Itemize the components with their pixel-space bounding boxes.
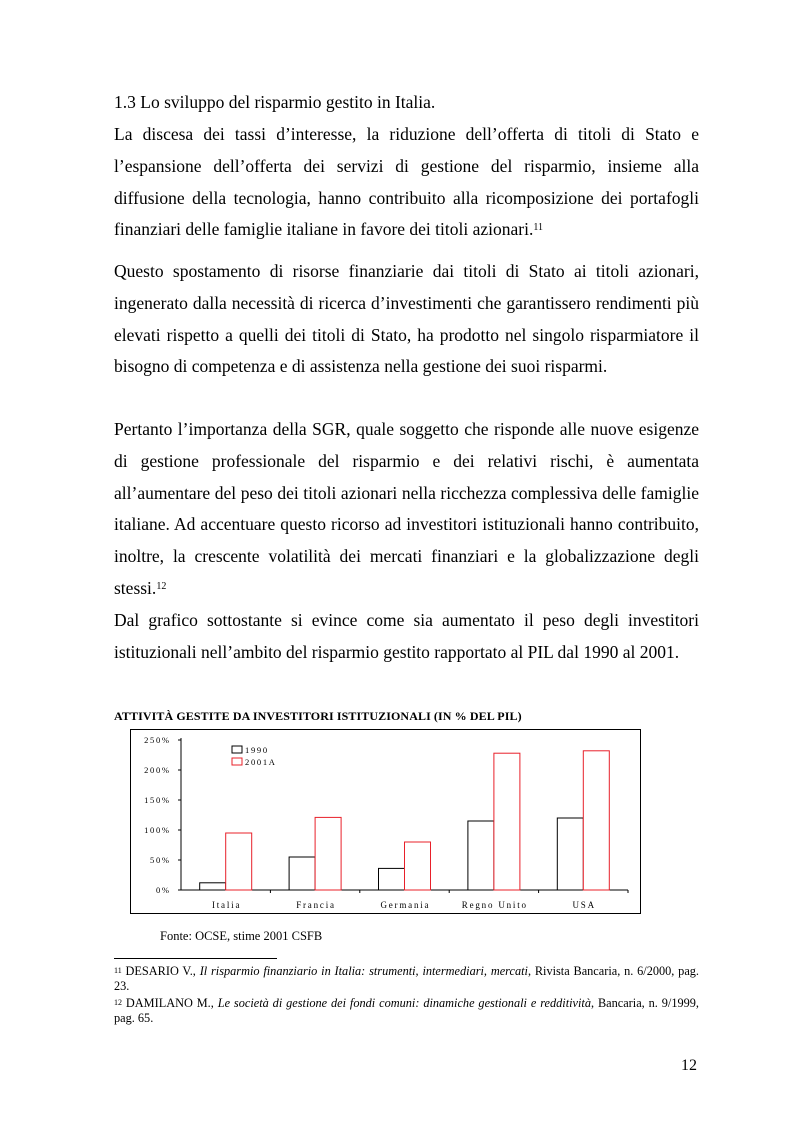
footnote-12-title: Le società di gestione dei fondi comuni: dinamiche gestionali e redditività: [217, 996, 591, 1010]
footnote-ref-12[interactable]: 12: [156, 580, 167, 592]
bar-2001A-USA: [583, 751, 609, 890]
x-tick-label: R e g n o U n i t o: [461, 900, 527, 910]
x-tick-label: G e r m a n i a: [380, 900, 429, 910]
x-tick-label: F r a n c i a: [296, 900, 335, 910]
bar-1990-Italia: [200, 883, 226, 890]
footnote-12-author: DAMILANO M.,: [125, 996, 218, 1010]
paragraph-1: [114, 119, 699, 246]
legend-swatch-2001A: [232, 758, 242, 765]
bar-2001A-Francia: [315, 817, 341, 890]
footnote-ref-11[interactable]: 11: [533, 222, 543, 234]
paragraph-2: Questo spostamento di risorse finanziarie dai titoli di Stato ai titoli azionari, ingenerato dalla necessità di ricerca d’investimenti che garantissero rendimenti più elevati rispetto a quelli dei titoli di Stato, ha prodotto nel singolo risparmiatore il bisogno di competenza e di assistenza nella gestione dei suoi risparmi.: [114, 261, 699, 377]
legend-swatch-1990: [232, 746, 242, 753]
bar-chart: [131, 730, 642, 915]
bar-1990-USA: [557, 818, 583, 890]
y-tick-label: 1 0 0 %: [144, 825, 169, 835]
footnote-12: [114, 996, 699, 1026]
paragraph-3: [114, 414, 699, 605]
y-tick-label: 2 0 0 %: [144, 765, 169, 775]
y-tick-label: 2 5 0 %: [144, 735, 169, 745]
paragraph-3-text: Pertanto l’importanza della SGR, quale soggetto che risponde alle nuove esigenze di gestione professionale del risparmio e dei relativi rischi, è aumentata all’aumentare del peso dei titoli azionari nella ricchezza complessiva delle famiglie italiane. Ad accentuare questo ricorso ad investitori istituzionali hanno contribuito, inoltre, la crescente volatilità dei mercati finanziari e la globalizzazione degli stessi.: [114, 419, 699, 598]
chart-frame: [130, 729, 641, 914]
chart-title: [114, 709, 522, 724]
bar-1990-Germania: [379, 868, 405, 890]
x-tick-label: I t a l i a: [211, 900, 240, 910]
footnote-separator: [114, 958, 277, 959]
bar-2001A-Germania: [405, 842, 431, 890]
bar-1990-Francia: [289, 857, 315, 890]
footnote-12-number: 12: [114, 998, 122, 1007]
footnote-12-details: , Bancaria, n. 9/1999, pag. 65.: [114, 996, 699, 1025]
legend-label: 1 9 9 0: [245, 745, 268, 755]
legend-label: 2 0 0 1 A: [245, 757, 275, 767]
chart-source: Fonte: OCSE, stime 2001 CSFB: [160, 929, 323, 943]
x-tick-label: U S A: [572, 900, 595, 910]
paragraph-1-text: La discesa dei tassi d’interesse, la riduzione dell’offerta di titoli di Stato e l’espansione dell’offerta dei servizi di gestione del risparmio, insieme alla diffusione della tecnologia, hanno contribuito alla ricomposizione dei portafogli finanziari delle famiglie italiane in favore dei titoli azionari.: [114, 124, 699, 240]
y-tick-label: 1 5 0 %: [144, 795, 169, 805]
footnote-11-title: Il risparmio finanziario in Italia: strumenti, intermediari, mercati: [199, 964, 528, 978]
footnote-11-number: 11: [114, 966, 122, 975]
y-tick-label: 0 %: [155, 885, 169, 895]
bar-1990-Regno Unito: [468, 821, 494, 890]
footnote-11-author: DESARIO V.,: [125, 964, 200, 978]
y-tick-label: 5 0 %: [150, 855, 169, 865]
section-heading: 1.3 Lo sviluppo del risparmio gestito in Italia.: [114, 92, 436, 112]
footnote-11: [114, 964, 699, 994]
paragraph-4: Dal grafico sottostante si evince come sia aumentato il peso degli investitori istituzionali nell’ambito del risparmio gestito rapportato al PIL dal 1990 al 2001.: [114, 610, 699, 662]
bar-2001A-Italia: [226, 833, 252, 890]
page-number: 12: [681, 1057, 697, 1074]
bar-2001A-Regno Unito: [494, 753, 520, 890]
footnote-11-details: , Rivista Bancaria, n. 6/2000, pag. 23.: [114, 964, 700, 993]
chart-title-text: ATTIVITÀ GESTITE DA INVESTITORI ISTITUZIONALI (IN % DEL PIL): [114, 709, 522, 723]
